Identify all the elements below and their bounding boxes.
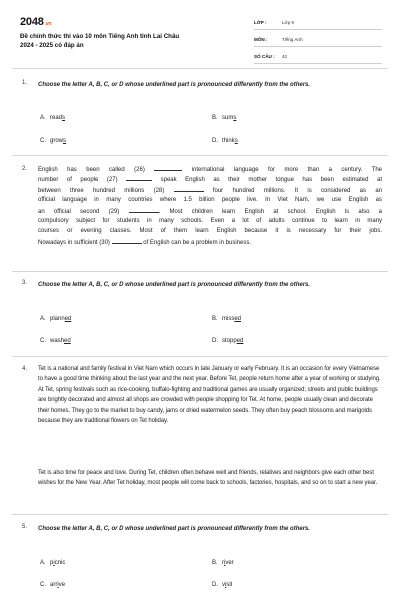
option-d[interactable] <box>212 338 243 344</box>
passage-line <box>38 237 382 247</box>
option-letter: D. <box>212 138 218 144</box>
option-letter: A. <box>40 115 46 121</box>
option-b[interactable] <box>212 115 236 121</box>
option-d[interactable] <box>212 582 232 588</box>
underlined-part: ed <box>64 338 71 344</box>
underlined-part: s <box>234 138 238 144</box>
option-letter: A. <box>40 560 46 566</box>
option-letter: B. <box>212 560 218 566</box>
question-prompt: Choose the letter A, B, C, or D whose underlined part is pronounced differently from the others. <box>38 282 311 288</box>
option-text: arr <box>50 582 58 588</box>
option-text: wash <box>50 338 65 344</box>
answer-blank[interactable] <box>129 206 159 213</box>
answer-blank[interactable] <box>174 185 204 192</box>
option-letter: D. <box>212 582 218 588</box>
passage-text: courses or evening classes. Most of them learn English because it is necessary for their jobs. <box>38 228 382 235</box>
passage-text: four hundred millions. It is considered as an <box>203 187 382 194</box>
option-text: stopp <box>222 338 237 344</box>
passage-line <box>38 195 382 205</box>
option-text: read <box>50 115 63 121</box>
passage-text: number of people (27) <box>38 177 127 184</box>
reading-passage-paragraph-2: Tet is also time for peace and love. During Tet, children often behave well and friends, relatives and neighbors give each other best wishes for the New Year. After Tet holiday, most people will come back to schools, factories, hospitals, and so on to start a new year. <box>38 470 378 487</box>
option-letter: C. <box>40 582 46 588</box>
option-text: ver <box>225 560 234 566</box>
meta-value-question-count: 42 <box>282 53 288 59</box>
meta-label-subject: MÔN : <box>254 36 268 42</box>
option-c[interactable] <box>40 338 71 344</box>
question-3 <box>22 280 382 290</box>
document-meta <box>254 15 382 64</box>
meta-label-class: LỚP : <box>254 19 267 25</box>
option-letter: C. <box>40 338 46 344</box>
option-text: sum <box>222 115 234 121</box>
divider <box>12 271 388 272</box>
passage-text: English has been called (26) <box>38 167 155 173</box>
question-prompt: Choose the letter A, B, C, or D whose underlined part is pronounced differently from the others. <box>38 82 311 88</box>
underlined-part: ed <box>236 338 244 344</box>
option-letter: C. <box>40 138 46 144</box>
option-letter: B. <box>212 316 218 322</box>
underlined-part: s <box>62 115 66 121</box>
cloze-passage <box>38 164 382 247</box>
underlined-part: s <box>63 138 67 144</box>
question-5 <box>22 524 382 534</box>
option-text: cnic <box>54 560 66 566</box>
passage-text: . Most children learn English at school. English is also a <box>158 208 382 215</box>
option-letter: A. <box>40 316 46 322</box>
question-number: 1. <box>22 80 28 86</box>
option-a[interactable] <box>40 560 65 566</box>
passage-line <box>38 164 382 174</box>
question-number: 4. <box>22 366 28 372</box>
passage-text: of English can be a problem in business. <box>141 239 251 246</box>
option-text: sit <box>226 582 233 588</box>
question-prompt: Choose the letter A, B, C, or D whose underlined part is pronounced differently from the others. <box>38 526 311 532</box>
question-1 <box>22 80 382 90</box>
question-number: 5. <box>22 524 28 530</box>
passage-text: speak English as their mother tongue has been estimated at <box>152 177 382 184</box>
page-header <box>0 0 400 64</box>
meta-value-class: Lớp 9 <box>282 19 294 25</box>
option-text: grow <box>50 138 64 144</box>
site-logo[interactable] <box>20 16 51 28</box>
logo-domain: .vn <box>44 21 52 27</box>
divider <box>12 155 388 156</box>
answer-blank[interactable] <box>112 237 142 244</box>
underlined-part: s <box>233 115 237 121</box>
option-letter: B. <box>212 115 218 121</box>
passage-text: compulsory subject for students in many schools. Even a lot of adults continue to learn in many <box>38 217 382 224</box>
option-d[interactable] <box>212 138 238 144</box>
passage-text: Nowadays in sufficient (30) <box>38 239 112 246</box>
option-a[interactable] <box>40 115 65 121</box>
option-text: think <box>222 138 235 144</box>
passage-text: international language for more than a century. The <box>182 167 382 173</box>
option-text: ve <box>58 582 66 588</box>
option-c[interactable] <box>40 138 66 144</box>
question-number: 3. <box>22 280 28 286</box>
logo-text: 2048 <box>20 16 44 28</box>
passage-line <box>38 226 382 236</box>
underlined-part: i <box>57 582 59 588</box>
passage-line <box>38 206 382 216</box>
underlined-part: ed <box>64 316 72 322</box>
option-b[interactable] <box>212 316 241 322</box>
underlined-part: i <box>225 582 227 588</box>
underlined-part: i <box>224 560 226 566</box>
passage-text: between three hundred millions (28) <box>38 187 174 194</box>
passage-line <box>38 185 382 195</box>
divider <box>12 514 388 515</box>
meta-row-question-count <box>254 49 382 64</box>
meta-label-question-count: SỐ CÂU : <box>254 53 275 59</box>
document-title-line-2: 2024 - 2025 có đáp án <box>20 42 84 49</box>
option-text: r <box>222 560 224 566</box>
option-text: v <box>222 582 225 588</box>
passage-text: an official second (29) <box>38 208 129 215</box>
option-letter: D. <box>212 338 218 344</box>
document-title-line-1: Đề chính thức thi vào 10 môn Tiếng Anh tỉnh Lai Châu <box>20 33 180 40</box>
document-title <box>20 32 230 50</box>
option-a[interactable] <box>40 316 71 322</box>
option-c[interactable] <box>40 582 65 588</box>
option-text: p <box>50 560 54 566</box>
answer-blank[interactable] <box>126 174 152 181</box>
underlined-part: i <box>53 560 55 566</box>
option-text: plann <box>50 316 65 322</box>
reading-passage-paragraph-1: Tet is a national and family festival in Viet Nam which occurs in late January or early February. It is an occasion for every Vietnamese to have a good time thinking about the last year and the next year. Before Tet, people return home after a year of working or studying. At Tet, spring festivals such as rice-cooking, buffalo-fighting and traditional games are usually organized; streets and public buildings are brightly decorated and almost all shops are crowded with people shopping for Tet. At home, people usually clean and decorate their homes. They go to the market to buy candy, jams or dried watermelon seeds. They often buy peach blossoms and marigolds because they are traditional flowers on Tet holiday. <box>38 366 381 425</box>
meta-row-class <box>254 15 382 30</box>
divider <box>12 68 388 69</box>
meta-value-subject: Tiếng Anh <box>282 36 303 42</box>
underlined-part: ed <box>234 316 242 322</box>
option-text: miss <box>222 316 235 322</box>
passage-line <box>38 216 382 226</box>
meta-row-subject <box>254 32 382 47</box>
passage-text: official language in many countries where 1.5 billion people live. In Viet Nam, we use English as <box>38 197 382 204</box>
question-number: 2. <box>22 166 28 172</box>
answer-blank[interactable] <box>154 164 182 171</box>
passage-line <box>38 174 382 184</box>
divider <box>12 356 388 357</box>
option-b[interactable] <box>212 560 234 566</box>
